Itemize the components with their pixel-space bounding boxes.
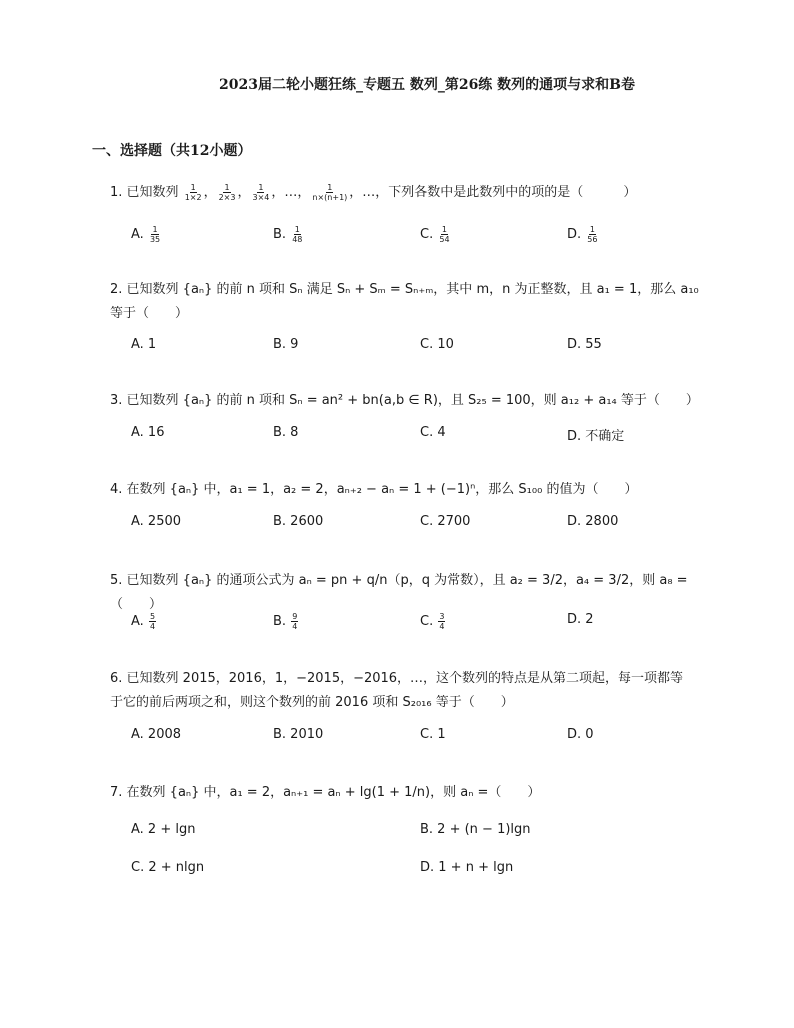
fraction: $\frac{1}{2\times 3}$ xyxy=(218,183,236,202)
option-a[interactable]: A. 16 xyxy=(131,425,165,440)
question-5-options xyxy=(131,612,731,636)
question-5 xyxy=(110,569,710,617)
question-3-options xyxy=(131,425,731,449)
option-d[interactable]: D. 1 + n + lgn xyxy=(420,860,514,875)
question-5-line-1: 5. 已知数列 {aₙ} 的通项公式为 aₙ = pn + q/n（p，q 为常数），且 a₂ = 3/2，a₄ = 3/2，则 a₈ =（ ） xyxy=(110,573,688,612)
question-1-options xyxy=(131,225,731,249)
question-1-suffix: ，…，下列各数中是此数列中的项的是（ xyxy=(349,185,584,200)
question-4 xyxy=(110,478,710,502)
question-3-line-1: 3. 已知数列 {aₙ} 的前 n 项和 Sₙ = an² + bn(a,b ∈ R)，且 S₂₅ = 100，则 a₁₂ + a₁₄ 等于（ ） xyxy=(110,393,699,408)
option-b[interactable]: B. 8 xyxy=(273,425,299,440)
option-c[interactable]: C. 2 + nlgn xyxy=(131,860,205,875)
fraction: $\frac{1}{1\times 2}$ xyxy=(184,183,202,202)
question-3 xyxy=(110,389,710,413)
question-1-prefix: 1. 已知数列 xyxy=(110,185,179,200)
fraction: $\frac{1}{n\times(n+1)}$ xyxy=(312,183,348,202)
question-6-line-1: 6. 已知数列 2015，2016，1，−2015，−2016，…，这个数列的特点是从第二项起，每一项都等 xyxy=(110,671,684,686)
question-6-options xyxy=(131,727,731,751)
question-7-options-row-1 xyxy=(131,822,731,846)
question-2-line-1: 2. 已知数列 {aₙ} 的前 n 项和 Sₙ 满足 Sₙ + Sₘ = Sₙ₊ₘ，其中 m，n 为正整数，且 a₁ = 1，那么 a₁₀ xyxy=(110,282,699,297)
question-7-line-1: 7. 在数列 {aₙ} 中，a₁ = 2，aₙ₊₁ = aₙ + lg(1 + 1/n)，则 aₙ =（ ） xyxy=(110,785,541,800)
question-4-options xyxy=(131,514,731,538)
question-2 xyxy=(110,278,710,326)
fraction: $\frac{1}{3\times 4}$ xyxy=(252,183,270,202)
question-2-line-2: 等于（ ） xyxy=(110,306,189,321)
question-1: 1. 已知数列 $\frac{1}{1\times 2}$ ， $\frac{1}{2\times 3}$ ， $\frac{1}{3\times 4}$ ，…， $\frac{1}{n\times(n+1)}$ ，…，下列各数中是此数列中的项的是（ ） xyxy=(110,183,637,202)
question-7 xyxy=(110,781,710,805)
option-d[interactable]: D. 55 xyxy=(567,337,602,352)
option-a[interactable]: A. 2500 xyxy=(131,514,182,529)
option-c[interactable]: C. $\frac{1}{54}$ xyxy=(420,225,450,244)
question-2-options xyxy=(131,337,731,361)
option-a[interactable]: A. $\frac{1}{35}$ xyxy=(131,225,161,244)
option-d[interactable]: D. 不确定 xyxy=(567,429,625,444)
option-c[interactable]: C. 1 xyxy=(420,727,446,742)
option-a[interactable]: A. 2008 xyxy=(131,727,182,742)
question-4-line-1: 4. 在数列 {aₙ} 中，a₁ = 1，a₂ = 2，aₙ₊₂ − aₙ = 1 + (−1)ⁿ，那么 S₁₀₀ 的值为（ ） xyxy=(110,482,638,497)
option-b[interactable]: B. $\frac{1}{48}$ xyxy=(273,225,303,244)
option-a[interactable]: A. $\frac{5}{4}$ xyxy=(131,612,156,631)
question-6 xyxy=(110,667,710,715)
question-6-line-2: 于它的前后两项之和，则这个数列的前 2016 项和 S₂₀₁₆ 等于（ ） xyxy=(110,695,514,710)
option-c[interactable]: C. 4 xyxy=(420,425,446,440)
option-d[interactable]: D. 2800 xyxy=(567,514,619,529)
option-d[interactable]: D. 2 xyxy=(567,612,594,627)
option-b[interactable]: B. 2010 xyxy=(273,727,324,742)
option-b[interactable]: B. 2600 xyxy=(273,514,324,529)
option-c[interactable]: C. 2700 xyxy=(420,514,471,529)
document-title: 2023届二轮小题狂练_专题五 数列_第26练 数列的通项与求和B卷 xyxy=(218,77,636,93)
option-d[interactable]: D. $\frac{1}{56}$ xyxy=(567,225,598,244)
option-b[interactable]: B. $\frac{9}{4}$ xyxy=(273,612,298,631)
option-d[interactable]: D. 0 xyxy=(567,727,594,742)
option-b[interactable]: B. 9 xyxy=(273,337,299,352)
option-a[interactable]: A. 1 xyxy=(131,337,157,352)
section-heading: 一、选择题（共12小题） xyxy=(92,143,252,159)
question-7-options-row-2 xyxy=(131,860,731,884)
option-c[interactable]: C. 10 xyxy=(420,337,454,352)
option-c[interactable]: C. $\frac{3}{4}$ xyxy=(420,612,445,631)
option-b[interactable]: B. 2 + (n − 1)lgn xyxy=(420,822,531,837)
option-a[interactable]: A. 2 + lgn xyxy=(131,822,196,837)
